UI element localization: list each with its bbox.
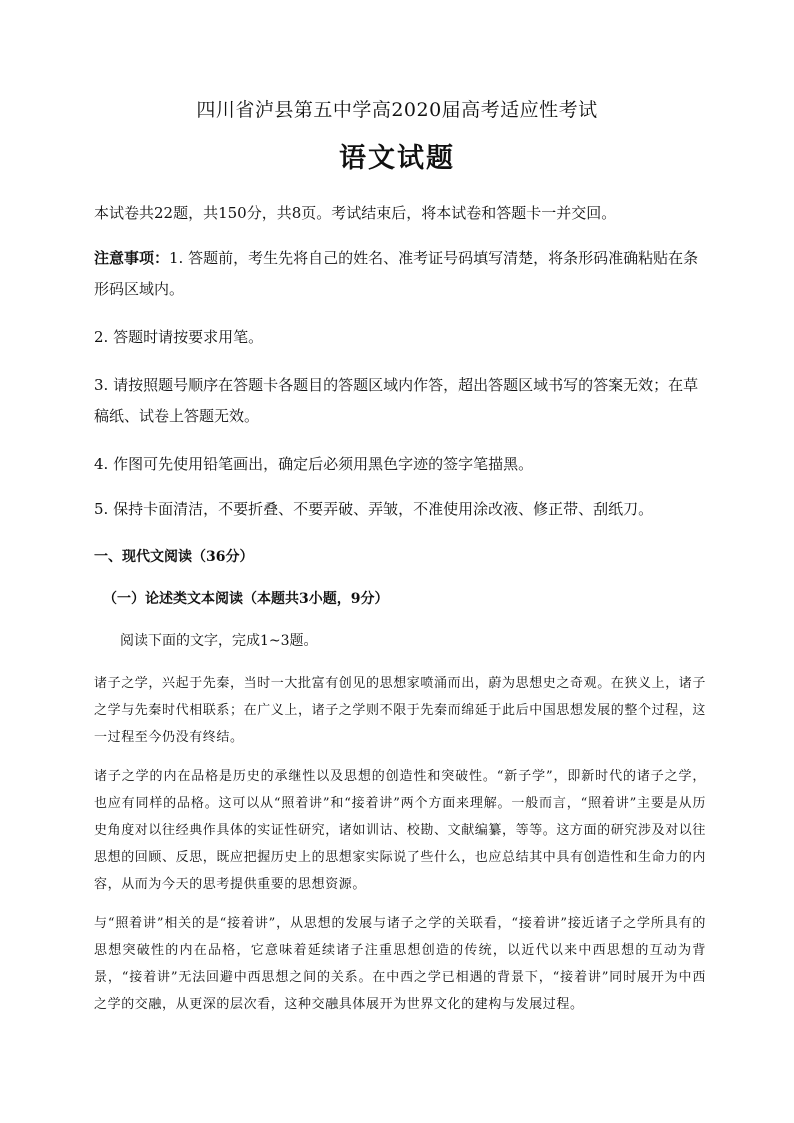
exam-intro: 本试卷共22题，共150分，共8页。考试结束后，将本试卷和答题卡一并交回。	[94, 204, 617, 222]
subject-title: 语文试题	[339, 143, 455, 174]
notes-item-4: 4. 作图可先使用铅笔画出，确定后必须用黑色字迹的签字笔描黑。	[94, 455, 534, 473]
subsection-heading: （一）论述类文本阅读（本题共3小题，9分）	[103, 591, 389, 607]
reading-instruction: 阅读下面的文字，完成1~3题。	[120, 633, 318, 649]
section-heading: 一、现代文阅读（36分）	[94, 549, 254, 565]
notes-item-3: 3. 请按照题号顺序在答题卡各题目的答题区域内作答，超出答题区域书写的答案无效；在草稿纸、试卷上答题无效。	[94, 376, 699, 425]
passage-paragraph-1: 诸子之学，兴起于先秦，当时一大批富有创见的思想家喷涌而出，蔚为思想史之奇观。在狭义上，诸子之学与先秦时代相联系；在广义上，诸子之学则不限于先秦而绵延于此后中国思想发展的整个过程，这一过程至今仍没有终结。	[94, 676, 707, 745]
notes-item-2: 2. 答题时请按要求用笔。	[94, 328, 264, 346]
notes-item-1	[94, 243, 706, 305]
passage-paragraph-3: 与“照着讲”相关的是“接着讲”，从思想的发展与诸子之学的关联看，“接着讲”接近诸子之学所具有的思想突破性的内在品格，它意味着延续诸子注重思想创造的传统，以近代以来中西思想的互动为背景，“接着讲”无法回避中西思想之间的关系。在中西之学已相遇的背景下，“接着讲”同时展开为中西之学的交融，从更深的层次看，这种交融具体展开为世界文化的建构与发展过程。	[94, 916, 706, 1012]
notes-item-5: 5. 保持卡面清洁，不要折叠、不要弄破、弄皱，不准使用涂改液、修正带、刮纸刀。	[94, 500, 654, 518]
notes-label: 注意事项：	[94, 249, 170, 267]
notes-item-1-text: 1. 答题前，考生先将自己的姓名、准考证号码填写清楚，将条形码准确粘贴在条形码区域内。	[94, 249, 699, 298]
exam-title: 四川省泸县第五中学高2020届高考适应性考试	[196, 99, 598, 121]
passage-paragraph-2: 诸子之学的内在品格是历史的承继性以及思想的创造性和突破性。“新子学”，即新时代的诸子之学，也应有同样的品格。这可以从“照着讲”和“接着讲”两个方面来理解。一般而言，“照着讲”主要是从历史角度对以往经典作具体的实证性研究，诸如训诂、校勘、文献编纂，等等。这方面的研究涉及对以往思想的回顾、反思，既应把握历史上的思想家实际说了些什么，也应总结其中具有创造性和生命力的内容，从而为今天的思考提供重要的思想资源。	[94, 769, 707, 892]
